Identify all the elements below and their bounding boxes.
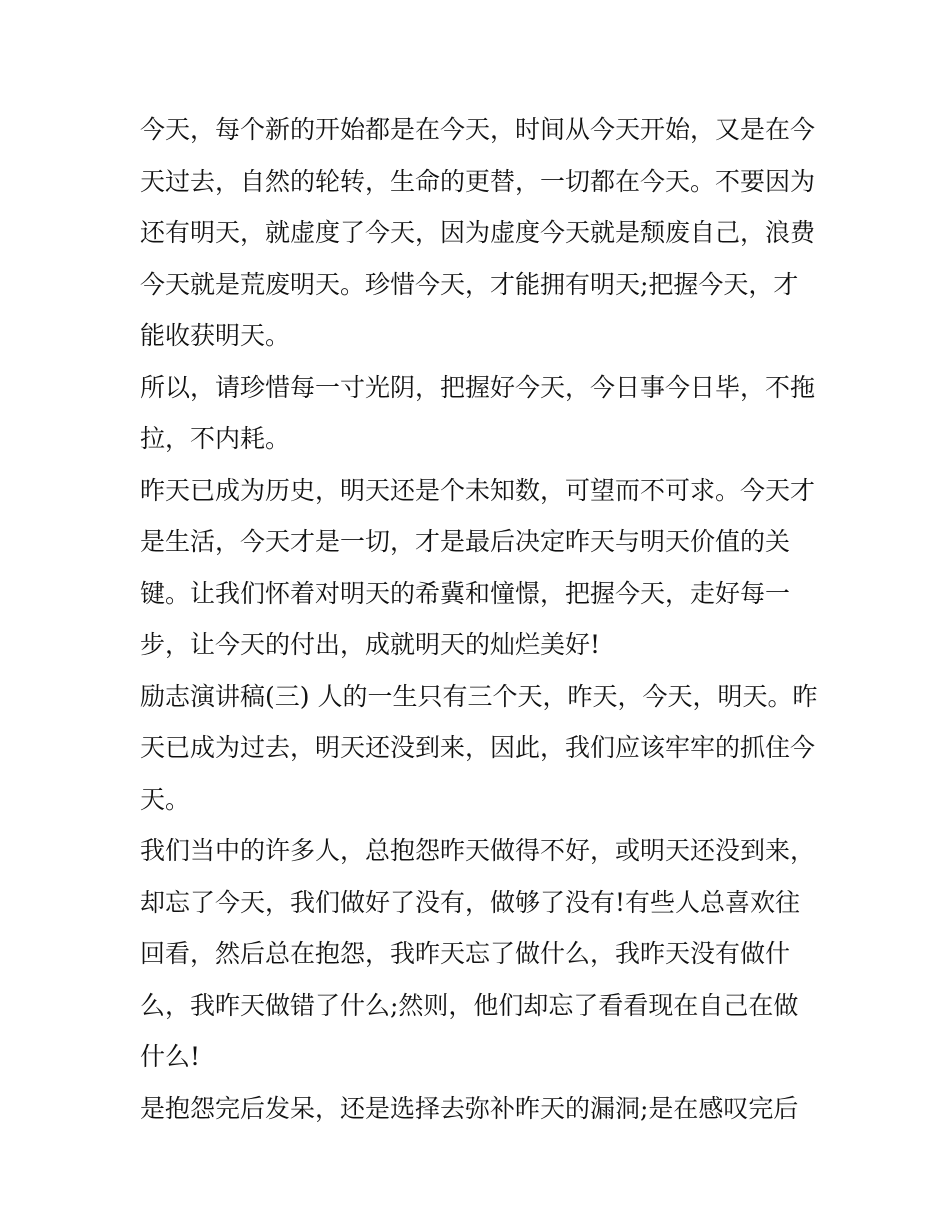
text-line: 还有明天，就虚度了今天，因为虚度今天就是颓废自己，浪费 xyxy=(140,218,816,247)
text-line: 么，我昨天做错了什么;然则，他们却忘了看看现在自己在做 xyxy=(140,990,799,1020)
text-line: 回看，然后总在抱怨，我昨天忘了做什么，我昨天没有做什 xyxy=(140,939,791,968)
text-line: 是抱怨完后发呆，还是选择去弥补昨天的漏洞;是在感叹完后 xyxy=(140,1093,799,1123)
text-line: 我们当中的许多人，总抱怨昨天做得不好，或明天还没到来， xyxy=(140,836,816,865)
text-line: 天过去，自然的轮转，生命的更替，一切都在今天。不要因为 xyxy=(140,166,816,196)
paragraph-5 xyxy=(140,825,815,1083)
text-line: 是生活，今天才是一切，才是最后决定昨天与明天价值的关 xyxy=(140,527,791,556)
paragraph-4 xyxy=(140,671,818,826)
paragraph-6 xyxy=(140,1083,815,1135)
paragraph-2 xyxy=(140,362,815,465)
text-line: 却忘了今天，我们做好了没有，做够了没有!有些人总喜欢往 xyxy=(140,887,801,917)
text-line: 今天就是荒废明天。珍惜今天，才能拥有明天;把握今天，才 xyxy=(140,269,799,299)
document-body xyxy=(140,104,818,1134)
text-line: 天。 xyxy=(140,784,191,814)
text-line: 今天，每个新的开始都是在今天，时间从今天开始，又是在今 xyxy=(140,115,816,144)
text-line: 所以，请珍惜每一寸光阴，把握好今天，今日事今日毕，不拖 xyxy=(140,372,816,402)
text-line: 键。让我们怀着对明天的希冀和憧憬，把握今天，走好每一 xyxy=(140,578,791,608)
paragraph-3 xyxy=(140,465,815,671)
text-line: 能收获明天。 xyxy=(140,321,291,350)
text-line: 天已成为过去，明天还没到来，因此，我们应该牢牢的抓住今 xyxy=(140,733,816,762)
text-line: 励志演讲稿(三) 人的一生只有三个天，昨天，今天，明天。昨 xyxy=(140,681,818,711)
text-line: 拉，不内耗。 xyxy=(140,424,291,453)
text-line: 步，让今天的付出，成就明天的灿烂美好! xyxy=(140,630,601,659)
paragraph-1 xyxy=(140,104,815,362)
text-line: 什么! xyxy=(140,1042,201,1071)
text-line: 昨天已成为历史，明天还是个未知数，可望而不可求。今天才 xyxy=(140,475,816,505)
